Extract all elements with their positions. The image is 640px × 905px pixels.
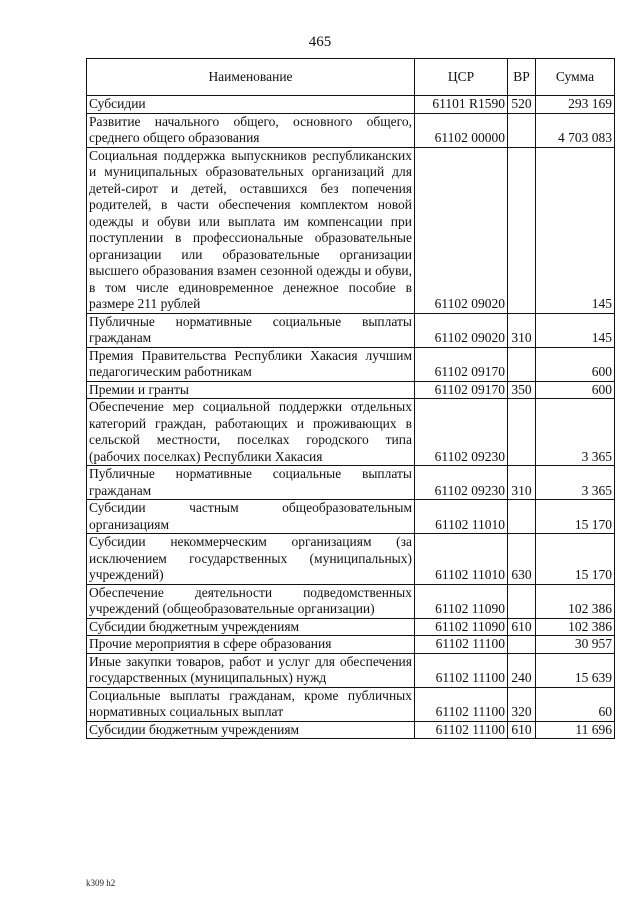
cell-vr	[508, 584, 536, 618]
cell-sum: 30 957	[536, 636, 615, 654]
table-row	[87, 584, 615, 618]
cell-name: Обеспечение деятельности подведомственных учреждений (общеобразовательные организации)	[87, 584, 415, 618]
cell-vr: 610	[508, 721, 536, 739]
table-row	[87, 399, 615, 466]
cell-name: Субсидии бюджетным учреждениям	[87, 721, 415, 739]
cell-csr: 61102 11010	[415, 534, 508, 585]
budget-table	[86, 58, 615, 739]
cell-sum: 15 170	[536, 500, 615, 534]
cell-name: Субсидии	[87, 96, 415, 114]
header-vr: ВР	[508, 59, 536, 96]
cell-csr: 61102 11090	[415, 584, 508, 618]
table-row	[87, 636, 615, 654]
page-number: 465	[308, 34, 332, 50]
cell-vr: 520	[508, 96, 536, 114]
footer-code: k309 h2	[86, 878, 116, 888]
cell-csr: 61102 11100	[415, 687, 508, 721]
cell-name: Публичные нормативные социальные выплаты гражданам	[87, 313, 415, 347]
cell-vr: 350	[508, 381, 536, 399]
cell-vr	[508, 113, 536, 147]
cell-name: Развитие начального общего, основного общего, среднего общего образования	[87, 113, 415, 147]
table-header-row	[87, 59, 615, 96]
cell-name: Субсидии бюджетным учреждениям	[87, 618, 415, 636]
cell-csr: 61102 11090	[415, 618, 508, 636]
cell-vr: 610	[508, 618, 536, 636]
cell-sum: 60	[536, 687, 615, 721]
cell-vr: 310	[508, 313, 536, 347]
table-row	[87, 721, 615, 739]
header-sum: Сумма	[536, 59, 615, 96]
cell-csr: 61102 09170	[415, 347, 508, 381]
cell-csr: 61102 09020	[415, 147, 508, 313]
cell-name: Публичные нормативные социальные выплаты гражданам	[87, 466, 415, 500]
table-row	[87, 653, 615, 687]
cell-sum: 145	[536, 313, 615, 347]
cell-name: Субсидии некоммерческим организациям (за исключением государственных (муниципальных) учреждений)	[87, 534, 415, 585]
table-row	[87, 113, 615, 147]
cell-name: Иные закупки товаров, работ и услуг для обеспечения государственных (муниципальных) нужд	[87, 653, 415, 687]
cell-name: Социальные выплаты гражданам, кроме публичных нормативных социальных выплат	[87, 687, 415, 721]
cell-name: Прочие мероприятия в сфере образования	[87, 636, 415, 654]
cell-csr: 61102 09170	[415, 381, 508, 399]
cell-sum: 293 169	[536, 96, 615, 114]
cell-sum: 11 696	[536, 721, 615, 739]
table-row	[87, 687, 615, 721]
cell-sum: 4 703 083	[536, 113, 615, 147]
table-row	[87, 347, 615, 381]
table-row	[87, 147, 615, 313]
cell-sum: 145	[536, 147, 615, 313]
table-row	[87, 466, 615, 500]
table-row	[87, 500, 615, 534]
cell-csr: 61102 00000	[415, 113, 508, 147]
cell-csr: 61101 R1590	[415, 96, 508, 114]
table-row	[87, 96, 615, 114]
cell-vr: 630	[508, 534, 536, 585]
cell-vr	[508, 500, 536, 534]
cell-name: Социальная поддержка выпускников республиканских и муниципальных образовательных организаций для детей-сирот и детей, оставшихся без попечения родителей, в части обеспечения комплектом новой одежды и обуви или выплата им компенсации при поступлении в профессиональные образовательные организации или образовательные организации высшего образования взамен сезонной одежды и обуви, в том числе единовременное денежное пособие в размере 211 рублей	[87, 147, 415, 313]
table-row	[87, 313, 615, 347]
table-row	[87, 618, 615, 636]
cell-vr	[508, 147, 536, 313]
cell-csr: 61102 11010	[415, 500, 508, 534]
cell-csr: 61102 11100	[415, 721, 508, 739]
cell-sum: 3 365	[536, 466, 615, 500]
cell-sum: 600	[536, 347, 615, 381]
cell-sum: 600	[536, 381, 615, 399]
cell-vr: 310	[508, 466, 536, 500]
cell-sum: 102 386	[536, 584, 615, 618]
cell-vr	[508, 636, 536, 654]
cell-name: Премия Правительства Республики Хакасия лучшим педагогическим работникам	[87, 347, 415, 381]
header-name: Наименование	[87, 59, 415, 96]
cell-csr: 61102 09230	[415, 466, 508, 500]
cell-csr: 61102 09020	[415, 313, 508, 347]
cell-sum: 15 170	[536, 534, 615, 585]
header-csr: ЦСР	[415, 59, 508, 96]
cell-name: Премии и гранты	[87, 381, 415, 399]
table-body	[87, 96, 615, 739]
table-row	[87, 381, 615, 399]
cell-csr: 61102 11100	[415, 653, 508, 687]
cell-vr: 320	[508, 687, 536, 721]
cell-csr: 61102 09230	[415, 399, 508, 466]
cell-sum: 3 365	[536, 399, 615, 466]
cell-vr	[508, 347, 536, 381]
cell-vr	[508, 399, 536, 466]
cell-vr: 240	[508, 653, 536, 687]
cell-sum: 102 386	[536, 618, 615, 636]
cell-sum: 15 639	[536, 653, 615, 687]
table-row	[87, 534, 615, 585]
cell-name: Субсидии частным общеобразовательным организациям	[87, 500, 415, 534]
cell-name: Обеспечение мер социальной поддержки отдельных категорий граждан, работающих и проживающих в сельской местности, поселках городского типа (рабочих поселках) Республики Хакасия	[87, 399, 415, 466]
cell-csr: 61102 11100	[415, 636, 508, 654]
